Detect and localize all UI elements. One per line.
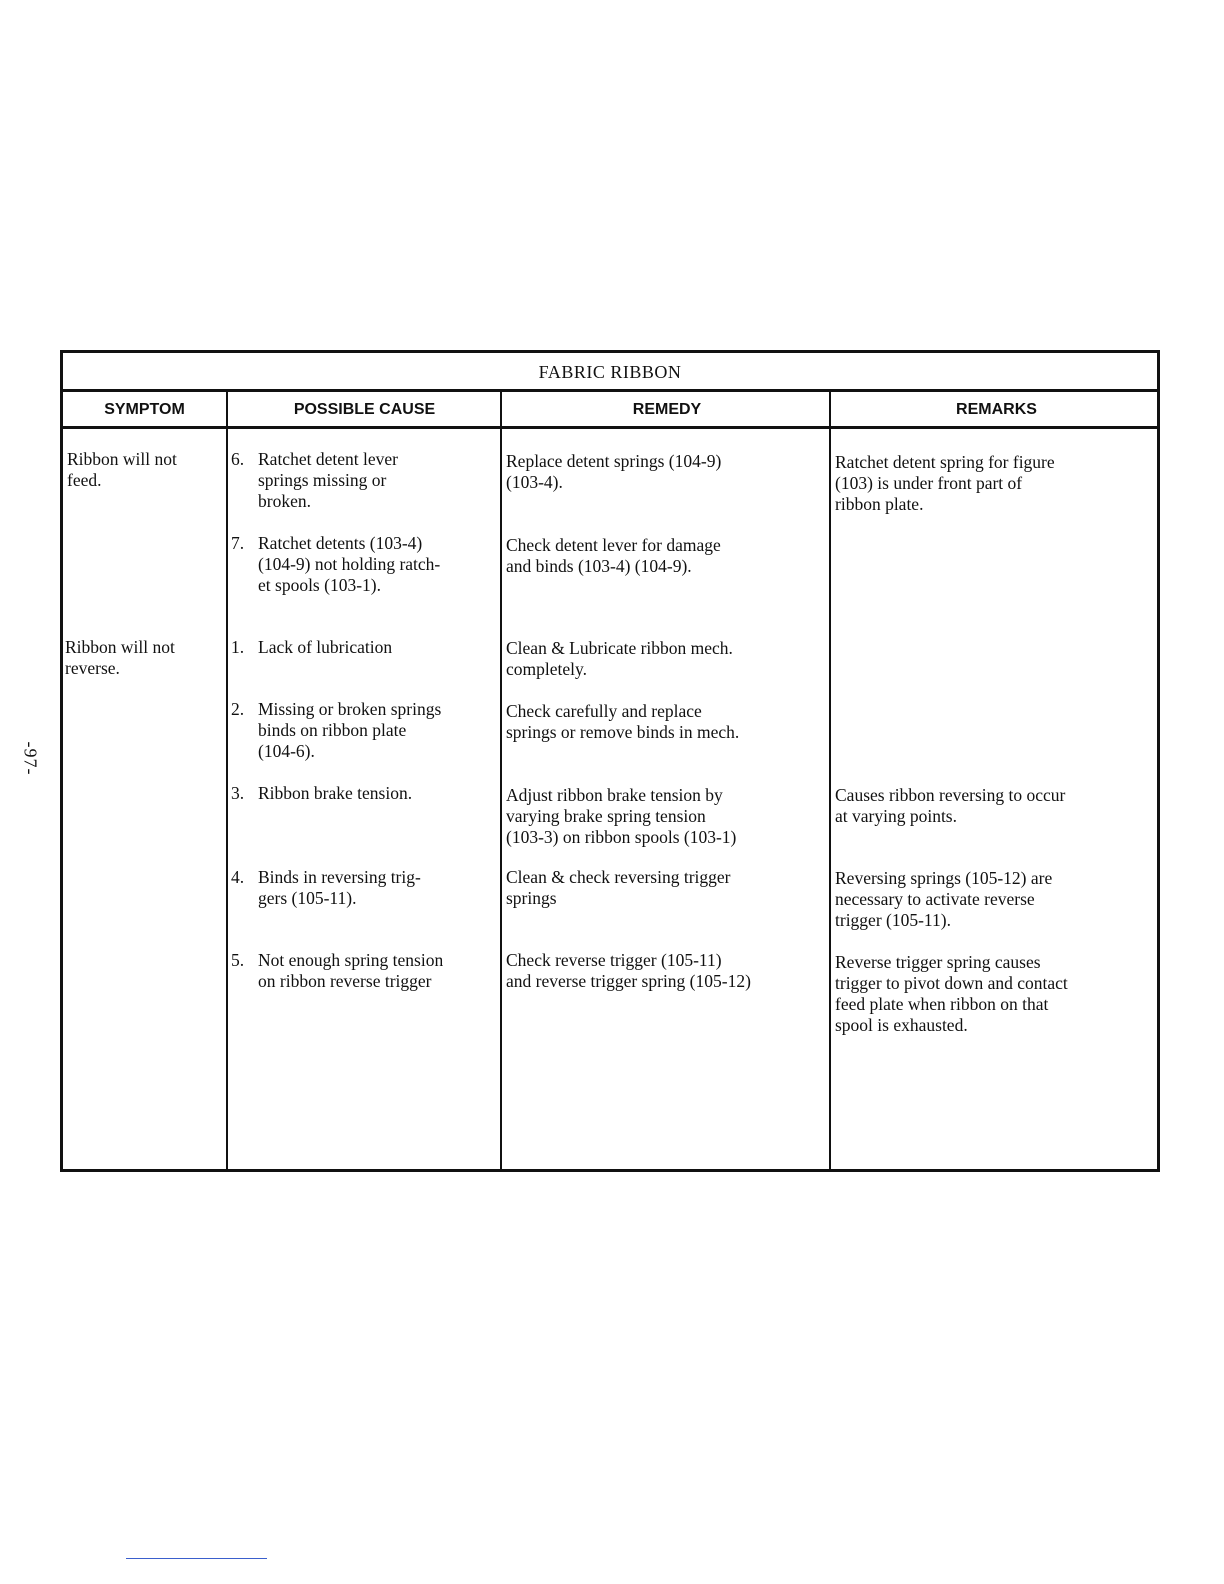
remedy-line: varying brake spring tension <box>506 806 706 826</box>
cause-line: Ratchet detents (103-4) <box>258 533 423 553</box>
remarks-line: (103) is under front part of <box>835 473 1023 493</box>
header-possible-cause: POSSIBLE CAUSE <box>293 401 436 418</box>
symptom-line: reverse. <box>65 658 120 678</box>
cause-line: Ratchet detent lever <box>258 449 398 469</box>
remarks-line: trigger (105-11). <box>835 910 951 930</box>
cause-item <box>231 783 501 804</box>
remedy-line: Check reverse trigger (105-11) <box>506 950 722 970</box>
cause-line: et spools (103-1). <box>258 575 381 595</box>
remedy-line: Clean & check reversing trigger <box>506 867 731 887</box>
remedy-item <box>506 638 733 680</box>
remarks-line: necessary to activate reverse <box>835 889 1035 909</box>
cause-line: (104-9) not holding ratch- <box>258 554 441 574</box>
cause-line: Ribbon brake tension. <box>258 783 413 803</box>
cause-item <box>231 533 501 596</box>
cause-line: springs missing or <box>258 470 387 490</box>
remarks-line: spool is exhausted. <box>835 1015 968 1035</box>
remedy-line: springs <box>506 888 557 908</box>
cause-number: 4. <box>231 867 245 887</box>
cause-line: broken. <box>258 491 311 511</box>
remedy-item <box>506 867 731 909</box>
cause-item <box>231 699 501 762</box>
remedy-item <box>506 785 736 848</box>
remarks-line: Reverse trigger spring causes <box>835 952 1041 972</box>
remarks-line: Reversing springs (105-12) are <box>835 868 1053 888</box>
remedy-line: Check detent lever for damage <box>506 535 721 555</box>
symptom-reverse <box>65 637 175 679</box>
cause-item <box>231 449 501 512</box>
cause-number: 7. <box>231 533 245 553</box>
remarks-item <box>835 868 1052 931</box>
page-number: -97- <box>20 741 41 776</box>
cause-item <box>231 950 501 992</box>
symptom-line: Ribbon will not <box>67 449 177 469</box>
remedy-line: and binds (103-4) (104-9). <box>506 556 692 576</box>
remedy-line: Check carefully and replace <box>506 701 702 721</box>
header-remarks: REMARKS <box>956 401 1037 418</box>
symptom-line: Ribbon will not <box>65 637 175 657</box>
remedy-line: completely. <box>506 659 587 679</box>
cause-line: binds on ribbon plate <box>258 720 407 740</box>
remedy-item <box>506 701 739 743</box>
remarks-item <box>835 452 1055 515</box>
remedy-line: and reverse trigger spring (105-12) <box>506 971 751 991</box>
remarks-item <box>835 952 1068 1036</box>
cause-line: Not enough spring tension <box>258 950 444 970</box>
remarks-line: Ratchet detent spring for figure <box>835 452 1055 472</box>
column-divider <box>829 392 831 1169</box>
remedy-line: Clean & Lubricate ribbon mech. <box>506 638 733 658</box>
header-symptom: SYMPTOM <box>104 401 185 418</box>
cause-line: Missing or broken springs <box>258 699 442 719</box>
cause-item <box>231 637 501 658</box>
cause-line: gers (105-11). <box>258 888 357 908</box>
remedy-line: springs or remove binds in mech. <box>506 722 740 742</box>
remedy-item <box>506 950 751 992</box>
remarks-line: ribbon plate. <box>835 494 924 514</box>
remarks-line: trigger to pivot down and contact <box>835 973 1068 993</box>
symptom-line: feed. <box>67 470 102 490</box>
cause-number: 3. <box>231 783 245 803</box>
troubleshooting-table <box>60 350 1160 1172</box>
cause-line: Lack of lubrication <box>258 637 393 657</box>
remarks-line: Causes ribbon reversing to occur <box>835 785 1066 805</box>
remedy-item <box>506 535 721 577</box>
symptom-feed <box>67 449 177 491</box>
table-title: FABRIC RIBBON <box>63 353 1157 392</box>
cause-item <box>231 867 501 909</box>
header-remedy: REMEDY <box>632 401 702 418</box>
remarks-item <box>835 785 1065 827</box>
cause-line: (104-6). <box>258 741 315 761</box>
remedy-line: Adjust ribbon brake tension by <box>506 785 723 805</box>
cause-line: Binds in reversing trig- <box>258 867 421 887</box>
remarks-line: feed plate when ribbon on that <box>835 994 1049 1014</box>
cause-number: 5. <box>231 950 245 970</box>
cause-number: 2. <box>231 699 245 719</box>
remarks-line: at varying points. <box>835 806 957 826</box>
cause-number: 1. <box>231 637 245 657</box>
footer-rule <box>126 1558 267 1559</box>
remedy-line: (103-3) on ribbon spools (103-1) <box>506 827 737 847</box>
cause-line: on ribbon reverse trigger <box>258 971 432 991</box>
remedy-line: Replace detent springs (104-9) <box>506 451 722 471</box>
column-divider <box>226 392 228 1169</box>
cause-number: 6. <box>231 449 245 469</box>
remedy-line: (103-4). <box>506 472 563 492</box>
remedy-item <box>506 451 721 493</box>
